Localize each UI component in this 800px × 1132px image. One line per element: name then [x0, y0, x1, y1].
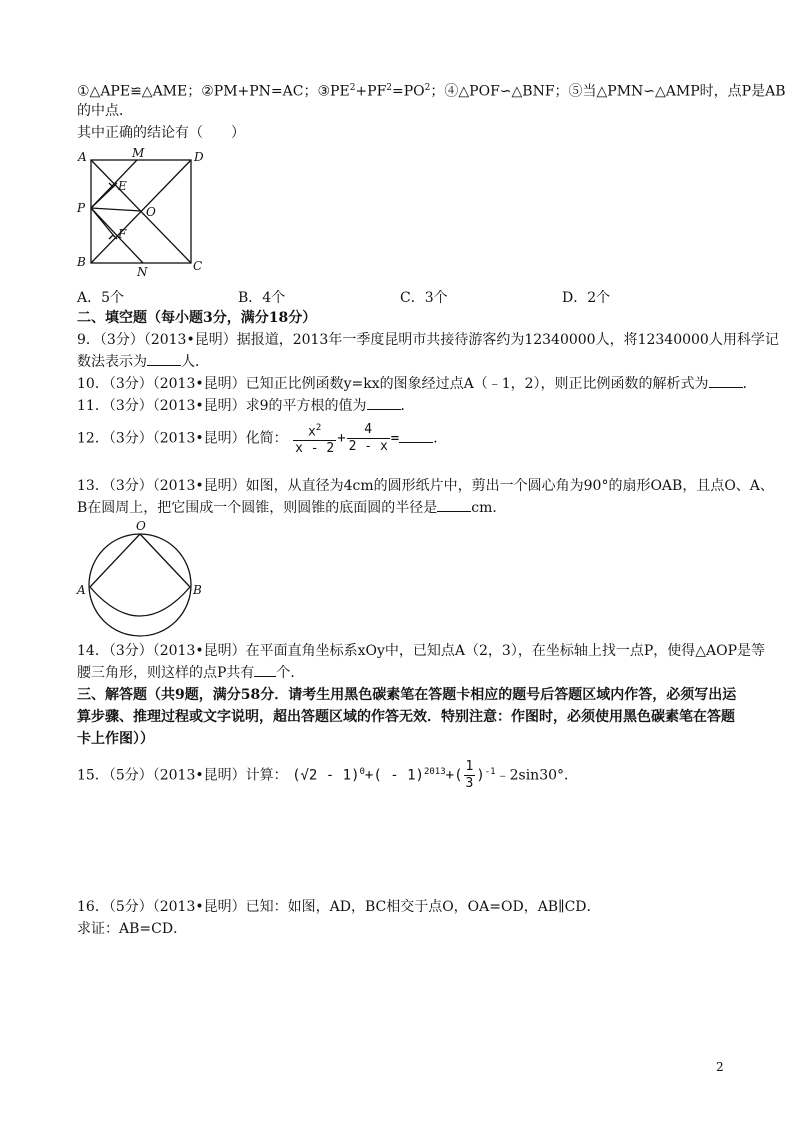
- option-b: B．4个: [238, 290, 286, 306]
- sector-arc-ab: [90, 587, 190, 616]
- label-d: D: [194, 150, 204, 164]
- label-m: M: [132, 146, 145, 160]
- section3-line1: 三、解答题（共9题，满分58分．请考生用黑色碳素笔在答题卡相应的题号后答题区域内作答，必须写出运: [77, 687, 737, 703]
- q8-prompt: 其中正确的结论有（ ）: [77, 125, 245, 141]
- q13-line1: 13．（3分）（2013•昆明）如图，从直径为4cm的圆形纸片中，剪出一个圆心角为90°的扇形OAB，且点O、A、: [77, 478, 774, 494]
- page-number: 2: [716, 1060, 724, 1074]
- q16-line1: 16．（5分）（2013•昆明）已知：如图，AD，BC相交于点O，OA=OD，AB∥CD．: [77, 899, 601, 915]
- q14-line2: 腰三角形，则这样的点P共有 个．: [77, 665, 305, 681]
- q11: 11．（3分）（2013•昆明）求9的平方根的值为 ．: [77, 398, 415, 414]
- radius-ob: [140, 534, 190, 587]
- q9-line2: 数法表示为 人．: [77, 354, 209, 370]
- label-a: A: [77, 583, 86, 597]
- section3-line2: 算步骤、推理过程或文字说明，超出答题区域的作答无效．特别注意：作图时，必须使用黑色碳素笔在答题: [77, 709, 735, 725]
- q8-conclusions-line2: 的中点．: [77, 103, 133, 119]
- label-b: B: [77, 255, 86, 269]
- fraction-2: $\frac{4}{2 - x}$: [348, 422, 388, 455]
- q12: 12．（3分）（2013•昆明）化简： $\frac{x^2}{x - 2}$ + $\frac{4}{2 - x}$ = ．: [77, 420, 447, 457]
- q10: 10．（3分）（2013•昆明）已知正比例函数y=kx的图象经过点A（﹣1，2），则正比例函数的解析式为 ．: [77, 376, 757, 392]
- radius-oa: [90, 534, 140, 587]
- option-a: A．5个: [77, 290, 125, 306]
- q14-line1: 14．（3分）（2013•昆明）在平面直角坐标系xOy中，已知点A（2，3），在坐标轴上找一点P，使得△AOP是等: [77, 643, 766, 659]
- label-o: O: [146, 205, 156, 219]
- label-n: N: [137, 265, 148, 279]
- label-a: A: [78, 150, 87, 164]
- label-b: B: [193, 583, 202, 597]
- label-p: P: [77, 201, 86, 215]
- option-c: C．3个: [400, 290, 448, 306]
- q9-line1: 9．（3分）（2013•昆明）据报道，2013年一季度昆明市共接待游客约为12340000人，将12340000人用科学记: [77, 332, 779, 348]
- q15: 15．（5分）（2013•昆明）计算： (√2 - 1)$^0$+( - 1)$^{2013}$+( $\frac{1}{3}$ )$^{-1}$﹣2sin30°．: [77, 759, 579, 792]
- q8-conclusions-line1: ①△APE≌△AME；②PM+PN=AC；$③PE^2+PF^2=PO^2$；④△POF∽△BNF；⑤当△PMN∽△AMP时，点P是AB: [77, 83, 786, 100]
- answer-blank: [254, 664, 276, 677]
- label-o: O: [136, 519, 146, 533]
- q13-line2: B在圆周上，把它围成一个圆锥，则圆锥的底面圆的半径是 cm．: [77, 500, 507, 516]
- section2-heading: 二、填空题（每小题3分，满分18分）: [77, 310, 317, 326]
- fraction-one-third: $\frac{1}{3}$: [465, 759, 474, 792]
- label-e: E: [118, 179, 127, 193]
- fraction-1: $\frac{x^2}{x - 2}$: [293, 420, 336, 457]
- label-c: C: [193, 259, 203, 273]
- section3-line3: 卡上作图））: [77, 731, 154, 747]
- label-f: F: [118, 227, 127, 241]
- option-d: D．2个: [562, 290, 611, 306]
- q16-line2: 求证：AB=CD．: [77, 921, 188, 937]
- circle: [89, 534, 191, 636]
